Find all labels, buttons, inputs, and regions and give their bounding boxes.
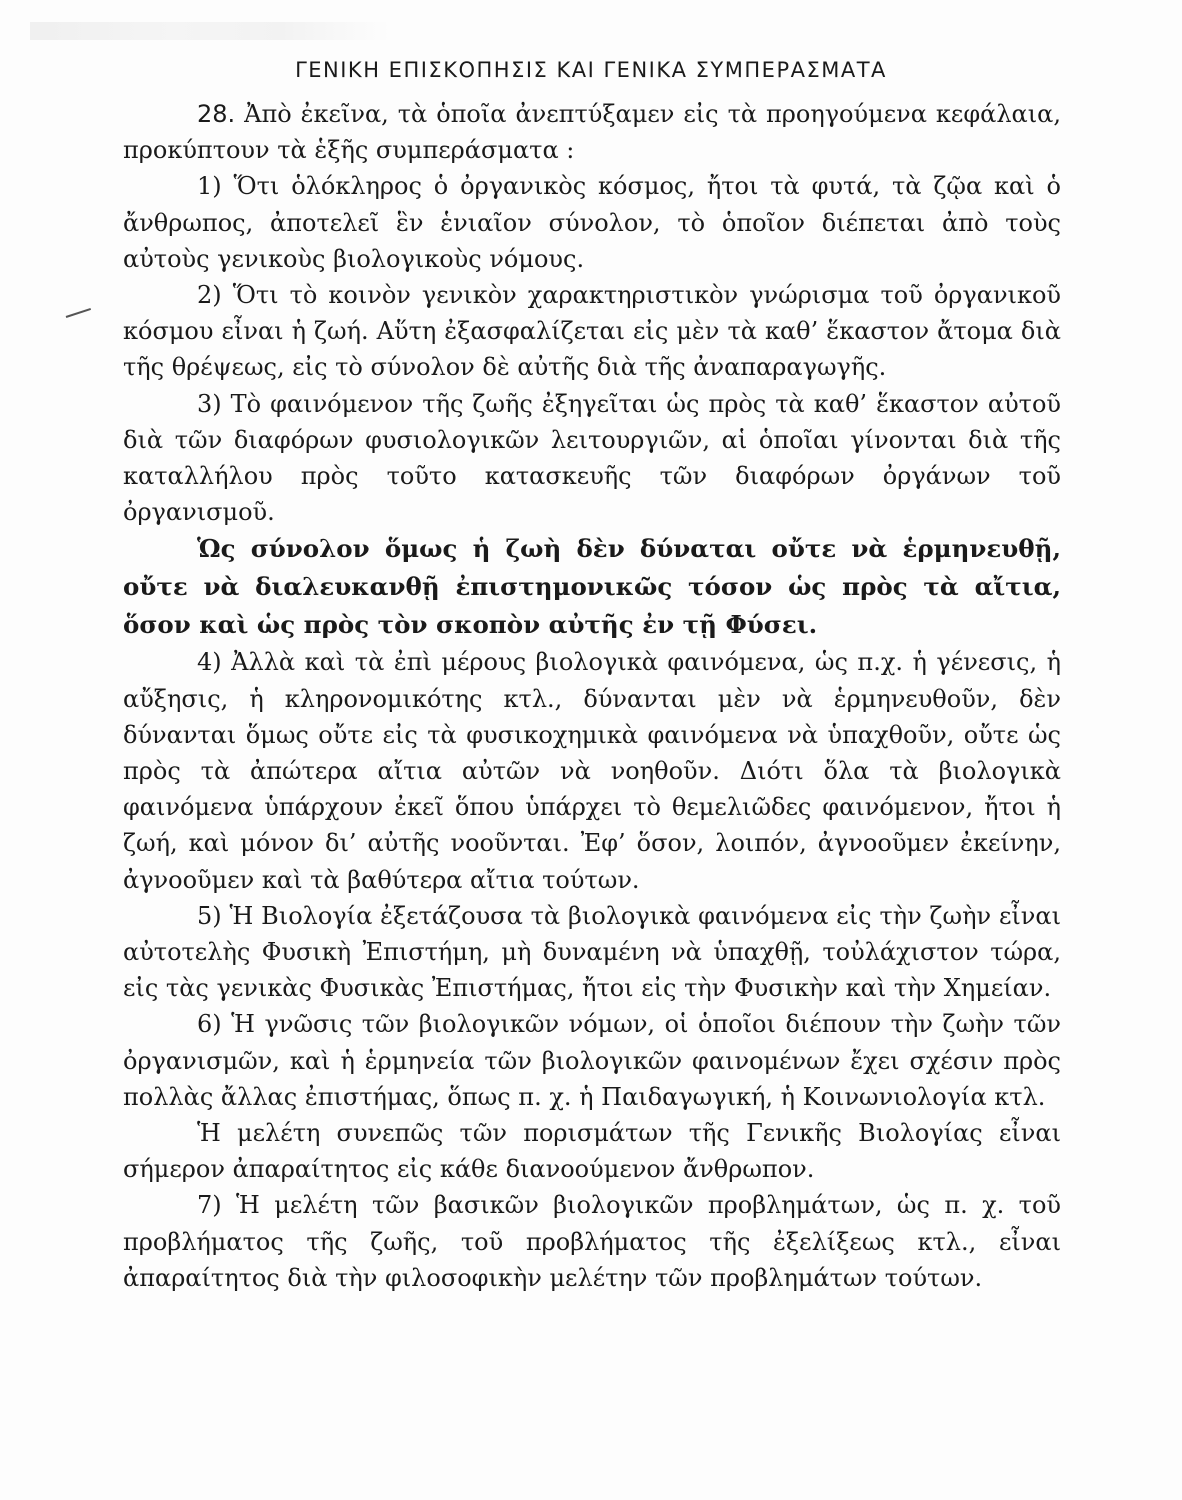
item-number: 1) — [197, 172, 222, 201]
paragraph-2 — [123, 277, 1061, 386]
item-number: 6) — [197, 1010, 222, 1039]
paragraph-text: Ἀλλὰ καὶ τὰ ἐπὶ μέρους βιολογικὰ φαινόμενα, ὡς π.χ. ἡ γένεσις, ἡ αὔξησις, ἡ κληρονομικότης κτλ., δύνανται μὲν νὰ ἑρμηνευθοῦν, δὲν δύνανται ὅμως οὔτε εἰς τὰ φυσικοχημικὰ φαινόμενα νὰ ὑπαχθοῦν, οὔτε ὡς πρὸς τὰ ἀπώτερα αἴτια αὐτῶν νὰ νοηθοῦν. Διότι ὅλα τὰ βιολογικὰ φαινόμενα ὑπάρχουν ἐκεῖ ὅπου ὑπάρχει τὸ θεμελιῶδες φαινόμενον, ἤτοι ἡ ζωή, καὶ μόνον δι’ αὐτῆς νοοῦνται. Ἐφ’ ὅσον, λοιπόν, ἀγνοοῦμεν ἐκείνην, ἀγνοοῦμεν καὶ τὰ βαθύτερα αἴτια τούτων. — [123, 648, 1061, 894]
paragraph-text: Ὅτι ὁλόκληρος ὁ ὀργανικὸς κόσμος, ἤτοι τὰ φυτά, τὰ ζῷα καὶ ὁ ἄνθρωπος, ἀποτελεῖ ἓν ἑνιαῖον σύνολον, τὸ ὁποῖον διέπεται ἀπὸ τοὺς αὐτοὺς γενικοὺς βιολογικοὺς νόμους. — [123, 172, 1061, 273]
paragraph-text: Τὸ φαινόμενον τῆς ζωῆς ἐξηγεῖται ὡς πρὸς τὰ καθ’ ἕκαστον αὐτοῦ διὰ τῶν διαφόρων φυσιολογικῶν λειτουργιῶν, αἱ ὁποῖαι γίνονται διὰ τῆς καταλλήλου πρὸς τοῦτο κατασκευῆς τῶν διαφόρων ὀργάνων τοῦ ὀργανισμοῦ. — [123, 389, 1061, 527]
paragraph-text: Ὅτι τὸ κοινὸν γενικὸν χαρακτηριστικὸν γνώρισμα τοῦ ὀργανικοῦ κόσμου εἶναι ἡ ζωή. Αὕτη ἐξασφαλίζεται εἰς μὲν τὰ καθ’ ἕκαστον ἄτομα διὰ τῆς θρέψεως, εἰς τὸ σύνολον δὲ αὐτῆς διὰ τῆς ἀναπαραγωγῆς. — [123, 281, 1061, 382]
paragraph-text: Ἀπὸ ἐκεῖνα, τὰ ὁποῖα ἀνεπτύξαμεν εἰς τὰ προηγούμενα κεφάλαια, προκύπτουν τὰ ἑξῆς συμπεράσματα : — [123, 100, 1061, 165]
paragraph-5 — [123, 898, 1061, 1007]
item-number: 3) — [197, 389, 222, 418]
paragraph-7 — [123, 1187, 1061, 1296]
paragraph-28 — [123, 96, 1061, 168]
item-number: 2) — [197, 281, 222, 310]
paragraph-6-continued — [123, 1115, 1061, 1187]
item-number: 4) — [197, 648, 222, 677]
item-number: 5) — [197, 901, 222, 930]
paragraph-1 — [123, 168, 1061, 277]
faded-stamp-mark — [30, 22, 390, 40]
paragraph-text: Ἡ μελέτη τῶν βασικῶν βιολογικῶν προβλημάτων, ὡς π. χ. τοῦ προβλήματος τῆς ζωῆς, τοῦ προβλήματος τῆς ἐξελίξεως κτλ., εἶναι ἀπαραίτητος διὰ τὴν φιλοσοφικὴν μελέτην τῶν προβλημάτων τούτων. — [123, 1191, 1061, 1292]
paragraph-text: Ἡ Βιολογία ἐξετάζουσα τὰ βιολογικὰ φαινόμενα εἰς τὴν ζωὴν εἶναι αὐτοτελὴς Φυσικὴ Ἐπιστήμη, μὴ δυναμένη νὰ ὑπαχθῇ, τοὐλάχιστον τώρα, εἰς τὰς γενικὰς Φυσικὰς Ἐπιστήμας, ἤτοι εἰς τὴν Φυσικὴν καὶ τὴν Χημείαν. — [123, 901, 1061, 1003]
section-number: 28. — [197, 100, 236, 128]
paragraph-text: Ἡ μελέτη συνεπῶς τῶν πορισμάτων τῆς Γενικῆς Βιολογίας εἶναι σήμερον ἀπαραίτητος εἰς κάθε διανοούμενον ἄνθρωπον. — [123, 1119, 1061, 1184]
paragraph-text: Ὡς σύνολον ὅμως ἡ ζωὴ δὲν δύναται οὔτε νὰ ἑρμηνευθῇ, οὔτε νὰ διαλευκανθῇ ἐπιστημονικῶς τόσον ὡς πρὸς τὰ αἴτια, ὅσον καὶ ὡς πρὸς τὸν σκοπὸν αὐτῆς ἐν τῇ Φύσει. — [123, 534, 1061, 640]
page-heading: ΓΕΝΙΚΗ ΕΠΙΣΚΟΠΗΣΙΣ ΚΑΙ ΓΕΝΙΚΑ ΣΥΜΠΕΡΑΣΜΑΤΑ — [295, 58, 887, 82]
bold-statement — [123, 530, 1061, 644]
margin-pen-mark — [66, 308, 91, 318]
paragraph-6 — [123, 1006, 1061, 1115]
paragraph-4 — [123, 644, 1061, 897]
paragraph-text: Ἡ γνῶσις τῶν βιολογικῶν νόμων, οἱ ὁποῖοι διέπουν τὴν ζωὴν τῶν ὀργανισμῶν, καὶ ἡ ἑρμηνεία τῶν βιολογικῶν φαινομένων ἔχει σχέσιν πρὸς πολλὰς ἄλλας ἐπιστήμας, ὅπως π. χ. ἡ Παιδαγωγική, ἡ Κοινωνιολογία κτλ. — [123, 1010, 1061, 1111]
body-text — [123, 96, 1061, 1296]
item-number: 7) — [197, 1191, 222, 1220]
paragraph-3 — [123, 386, 1061, 531]
